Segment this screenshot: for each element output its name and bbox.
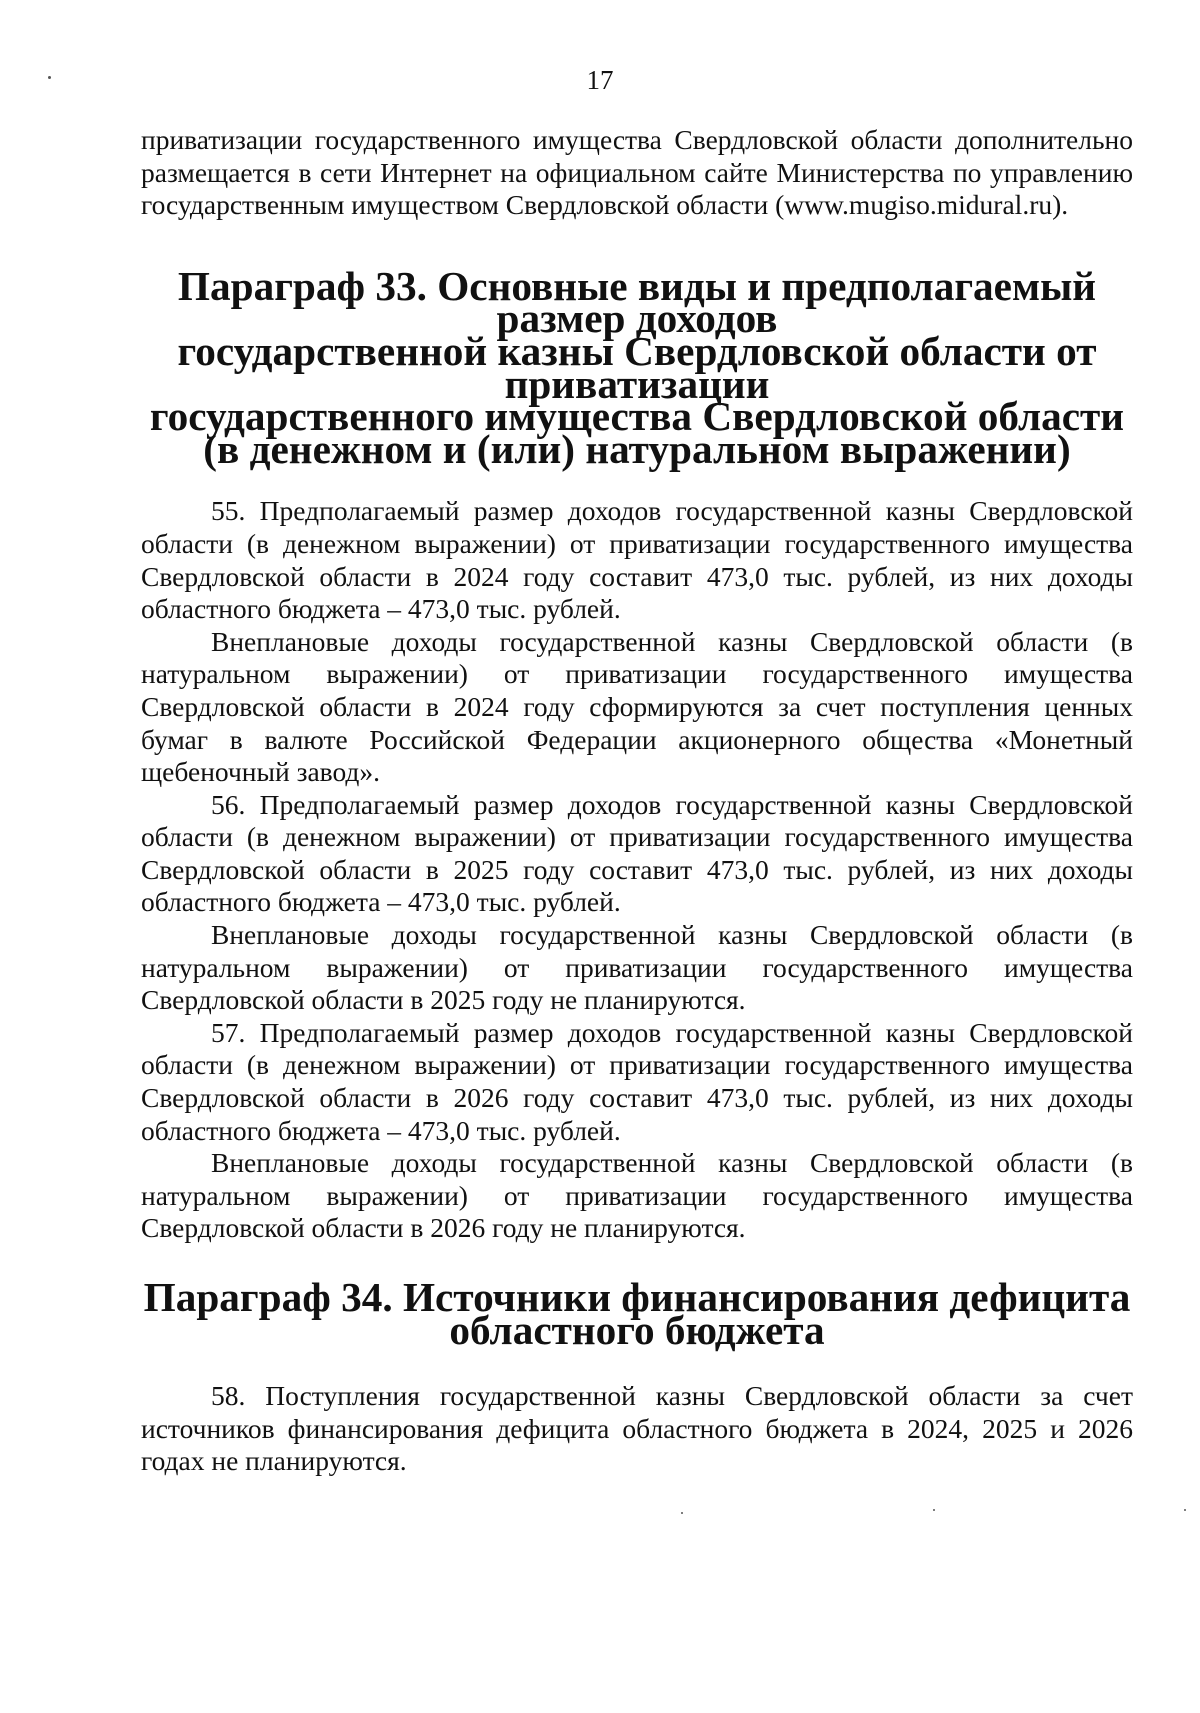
paragraph-55: 55. Предполагаемый размер доходов государственной казны Свердловской области (в денежном выражении) от приватизации государственного имущества Свердловской области в 2024 году составит 473,0 тыс. рублей, из них доходы областного бюджета – 473,0 тыс. рублей. — [141, 495, 1133, 625]
page-content — [141, 124, 1133, 1478]
page-number: 17 — [586, 65, 614, 95]
paragraph-56: 56. Предполагаемый размер доходов государственной казны Свердловской области (в денежном выражении) от приватизации государственного имущества Свердловской области в 2025 году составит 473,0 тыс. рублей, из них доходы областного бюджета – 473,0 тыс. рублей. — [141, 788, 1133, 918]
paragraph-57: 57. Предполагаемый размер доходов государственной казны Свердловской области (в денежном выражении) от приватизации государственного имущества Свердловской области в 2026 году составит 473,0 тыс. рублей, из них доходы областного бюджета – 473,0 тыс. рублей. — [141, 1016, 1133, 1146]
scan-speck — [1184, 1509, 1186, 1511]
paragraph-58: 58. Поступления государственной казны Свердловской области за счет источников финансирования дефицита областного бюджета в 2024, 2025 и 2026 годах не планируются. — [141, 1380, 1133, 1477]
scan-speck — [681, 1512, 683, 1514]
section-33-heading-line: государственного имущества Свердловской области — [149, 393, 1125, 440]
scan-speck — [933, 1509, 935, 1511]
section-33-heading-line: Параграф 33. Основные виды и предполагаемый размер доходов — [177, 262, 1097, 342]
paragraph-55-unplanned: Внеплановые доходы государственной казны Свердловской области (в натуральном выражении) от приватизации государственного имущества Свердловской области в 2024 году сформируются за счет поступления ценных бумаг в валюте Российской Федерации акционерного общества «Монетный щебеночный завод». — [141, 625, 1133, 788]
paragraph-56-unplanned: Внеплановые доходы государственной казны Свердловской области (в натуральном выражении) от приватизации государственного имущества Свердловской области в 2025 году не планируются. — [141, 919, 1133, 1016]
paragraph-57-unplanned: Внеплановые доходы государственной казны Свердловской области (в натуральном выражении) от приватизации государственного имущества Свердловской области в 2026 году не планируются. — [141, 1147, 1133, 1244]
section-33-heading-line: (в денежном и (или) натуральном выражении) — [203, 425, 1071, 472]
section-33-heading — [141, 262, 1133, 472]
section-33-heading-line: государственной казны Свердловской области от приватизации — [177, 327, 1097, 407]
section-34-heading: Параграф 34. Источники финансирования дефицита областного бюджета — [143, 1274, 1131, 1353]
intro-paragraph: приватизации государственного имущества Свердловской области дополнительно размещается в сети Интернет на официальном сайте Министерства по управлению государственным имуществом Свердловской области (www.mugiso.midural.ru). — [141, 124, 1133, 221]
scan-speck — [48, 76, 51, 79]
